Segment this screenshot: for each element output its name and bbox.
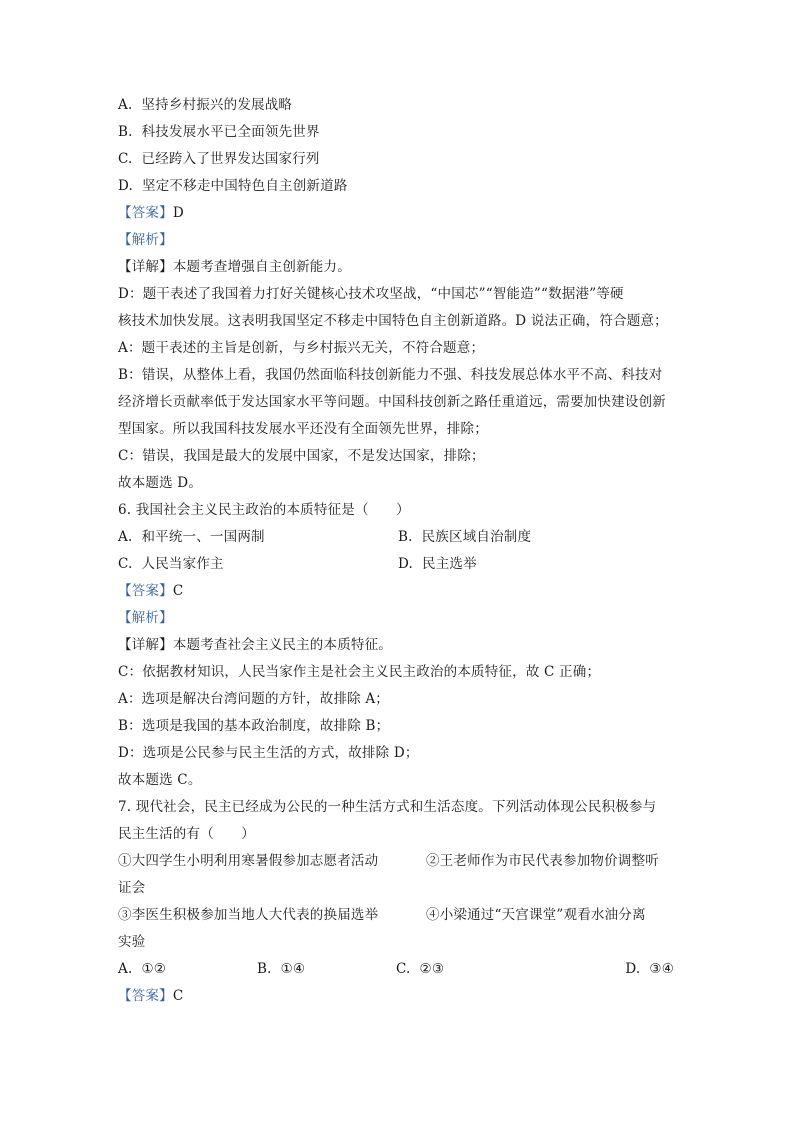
q5-option-c bbox=[118, 146, 678, 173]
q6-options-row-2 bbox=[118, 551, 678, 578]
option-text: ③④ bbox=[649, 961, 674, 977]
option-letter: C. bbox=[118, 151, 133, 167]
q7-question-line: 民主生活的有（ ） bbox=[118, 826, 255, 842]
option-text: ②③ bbox=[419, 961, 445, 977]
detail-intro: 本题考查增强自主创新能力。 bbox=[172, 259, 351, 275]
explanation-line: 型国家。所以我国科技发展水平还没有全面领先世界，排除； bbox=[118, 421, 488, 437]
q7-statement-2-cont: 证会 bbox=[118, 880, 146, 896]
option-letter: D. bbox=[625, 961, 641, 977]
answer-value: C bbox=[172, 583, 184, 599]
option-letter: B. bbox=[118, 124, 133, 140]
answer-value: D bbox=[172, 205, 184, 221]
explanation-line: B：错误，从整体上看，我国仍然面临科技创新能力不强、科技发展总体水平不高、科技对 bbox=[118, 367, 663, 383]
q7-statement-1: ①大四学生小明利用寒暑假参加志愿者活动 bbox=[118, 853, 379, 869]
option-letter: A. bbox=[118, 97, 133, 113]
q5-explanation bbox=[118, 281, 678, 497]
answer-label: 【答案】 bbox=[118, 988, 173, 1004]
q6-answer bbox=[118, 578, 678, 605]
option-text: 坚持乡村振兴的发展战略 bbox=[141, 97, 293, 113]
q7-option-d bbox=[535, 956, 678, 983]
option-letter: A. bbox=[118, 961, 133, 977]
detail-intro: 本题考查社会主义民主的本质特征。 bbox=[172, 637, 393, 653]
option-letter: C. bbox=[396, 961, 411, 977]
explanation-line: B：选项是我国的基本政治制度，故排除 B； bbox=[118, 718, 390, 734]
option-text: ①④ bbox=[280, 961, 306, 977]
answer-value: C bbox=[172, 988, 184, 1004]
q7-option-a bbox=[118, 956, 257, 983]
option-text: 民主选举 bbox=[422, 556, 477, 572]
q5-detail bbox=[118, 254, 678, 281]
q6-explanation bbox=[118, 659, 678, 794]
q7-statements-row-2 bbox=[118, 902, 678, 929]
explanation-line: 故本题选 C。 bbox=[118, 772, 202, 788]
q7-options-row bbox=[118, 956, 678, 983]
explanation-line: A：选项是解决台湾问题的方针，故排除 A； bbox=[118, 691, 389, 707]
option-letter: A. bbox=[118, 529, 133, 545]
q5-option-d bbox=[118, 173, 678, 200]
option-text: 人民当家作主 bbox=[141, 556, 224, 572]
explanation-line: C：错误，我国是最大的发展中国家，不是发达国家，排除； bbox=[118, 448, 485, 464]
q5-answer bbox=[118, 200, 678, 227]
option-letter: B. bbox=[257, 961, 272, 977]
q6-analysis-label bbox=[118, 605, 678, 632]
q6-detail bbox=[118, 632, 678, 659]
explanation-line: 核技术加快发展。这表明我国坚定不移走中国特色自主创新道路。D 说法正确，符合题意； bbox=[118, 313, 668, 329]
q7-answer bbox=[118, 983, 678, 1010]
q6-option-c bbox=[118, 551, 398, 578]
option-letter: C. bbox=[118, 556, 133, 572]
q5-analysis-label bbox=[118, 227, 678, 254]
option-text: 民族区域自治制度 bbox=[421, 529, 532, 545]
q7-option-b bbox=[257, 956, 396, 983]
q7-question-line: 7. 现代社会，民主已经成为公民的一种生活方式和生活态度。下列活动体现公民积极参与 bbox=[118, 799, 657, 815]
analysis-label: 【解析】 bbox=[118, 232, 173, 248]
q6-option-d bbox=[398, 551, 678, 578]
detail-label: 【详解】 bbox=[118, 637, 173, 653]
explanation-line: 故本题选 D。 bbox=[118, 475, 203, 491]
q6-options-row-1 bbox=[118, 524, 678, 551]
explanation-line: C：依据教材知识，人民当家作主是社会主义民主政治的本质特征，故 C 正确； bbox=[118, 664, 601, 680]
q5-option-a bbox=[118, 92, 678, 119]
analysis-label: 【解析】 bbox=[118, 610, 173, 626]
q7-statement-3: ③李医生积极参加当地人大代表的换届选举 bbox=[118, 907, 379, 923]
q7-statement-4: ④小梁通过“天宫课堂”观看水油分离 bbox=[426, 907, 646, 923]
q6-option-b bbox=[398, 524, 678, 551]
document-page bbox=[118, 92, 678, 1010]
answer-label: 【答案】 bbox=[118, 583, 173, 599]
explanation-line: D：题干表述了我国着力打好关键核心技术攻坚战，“中国芯”“智能造”“数据港”等硬 bbox=[118, 286, 624, 302]
option-text: 科技发展水平已全面领先世界 bbox=[141, 124, 320, 140]
q5-option-b bbox=[118, 119, 678, 146]
q7-statements-row-1 bbox=[118, 848, 678, 875]
explanation-line: 经济增长贡献率低于发达国家水平等问题。中国科技创新之路任重道远，需要加快建设创新 bbox=[118, 394, 666, 410]
q5-options bbox=[118, 92, 678, 200]
detail-label: 【详解】 bbox=[118, 259, 173, 275]
option-text: 已经跨入了世界发达国家行列 bbox=[141, 151, 320, 167]
option-letter: D. bbox=[398, 556, 414, 572]
option-text: 坚定不移走中国特色自主创新道路 bbox=[142, 178, 348, 194]
option-letter: D. bbox=[118, 178, 134, 194]
q6-question: 6. 我国社会主义民主政治的本质特征是（ ） bbox=[118, 502, 410, 518]
q7-option-c bbox=[396, 956, 535, 983]
answer-label: 【答案】 bbox=[118, 205, 173, 221]
option-letter: B. bbox=[398, 529, 413, 545]
option-text: ①② bbox=[141, 961, 167, 977]
option-text: 和平统一、一国两制 bbox=[141, 529, 265, 545]
explanation-line: D：选项是公民参与民主生活的方式，故排除 D； bbox=[118, 745, 419, 761]
explanation-line: A：题干表述的主旨是创新，与乡村振兴无关，不符合题意； bbox=[118, 340, 485, 356]
q7-statement-4-cont: 实验 bbox=[118, 934, 146, 950]
q7-statement-2: ②王老师作为市民代表参加物价调整听 bbox=[426, 853, 659, 869]
q6-option-a bbox=[118, 524, 398, 551]
